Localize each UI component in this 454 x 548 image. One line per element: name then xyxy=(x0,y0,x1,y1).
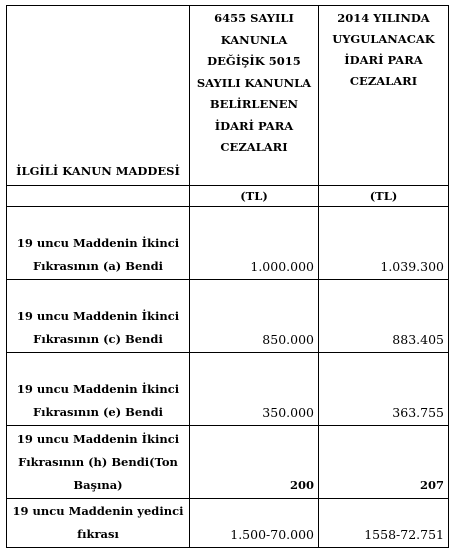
table-row xyxy=(7,207,449,280)
unit-row xyxy=(7,186,449,207)
row-2014-value: 1558-72.751 xyxy=(319,499,449,548)
row-2014-value: 363.755 xyxy=(319,353,449,426)
table-row xyxy=(7,353,449,426)
penalty-table xyxy=(6,5,449,548)
row-law-value: 1.000.000 xyxy=(190,207,319,280)
row-2014-value: 1.039.300 xyxy=(319,207,449,280)
row-law-value: 1.500-70.000 xyxy=(190,499,319,548)
row-2014-value: 207 xyxy=(319,426,449,499)
unit-law: (TL) xyxy=(190,186,319,207)
unit-empty xyxy=(7,186,190,207)
row-law-value: 200 xyxy=(190,426,319,499)
table-row xyxy=(7,499,449,548)
row-label: 19 uncu Maddenin İkinci Fıkrasının (c) Bendi xyxy=(7,280,190,353)
header-law-penalties: 6455 SAYILI KANUNLA DEĞİŞİK 5015 SAYILI KANUNLA BELİRLENEN İDARİ PARA CEZALARI xyxy=(190,6,319,186)
table-row xyxy=(7,426,449,499)
row-label: 19 uncu Maddenin yedinci fıkrası xyxy=(7,499,190,548)
unit-2014: (TL) xyxy=(319,186,449,207)
row-label: 19 uncu Maddenin İkinci Fıkrasının (h) Bendi(Ton Başına) xyxy=(7,426,190,499)
header-law-article: İLGİLİ KANUN MADDESİ xyxy=(7,6,190,186)
row-law-value: 350.000 xyxy=(190,353,319,426)
header-row xyxy=(7,6,449,186)
row-label: 19 uncu Maddenin İkinci Fıkrasının (a) Bendi xyxy=(7,207,190,280)
header-2014-penalties: 2014 YILINDA UYGULANACAK İDARİ PARA CEZALARI xyxy=(319,6,449,186)
table-row xyxy=(7,280,449,353)
row-2014-value: 883.405 xyxy=(319,280,449,353)
row-law-value: 850.000 xyxy=(190,280,319,353)
row-label: 19 uncu Maddenin İkinci Fıkrasının (e) Bendi xyxy=(7,353,190,426)
penalty-table-document xyxy=(6,5,448,548)
